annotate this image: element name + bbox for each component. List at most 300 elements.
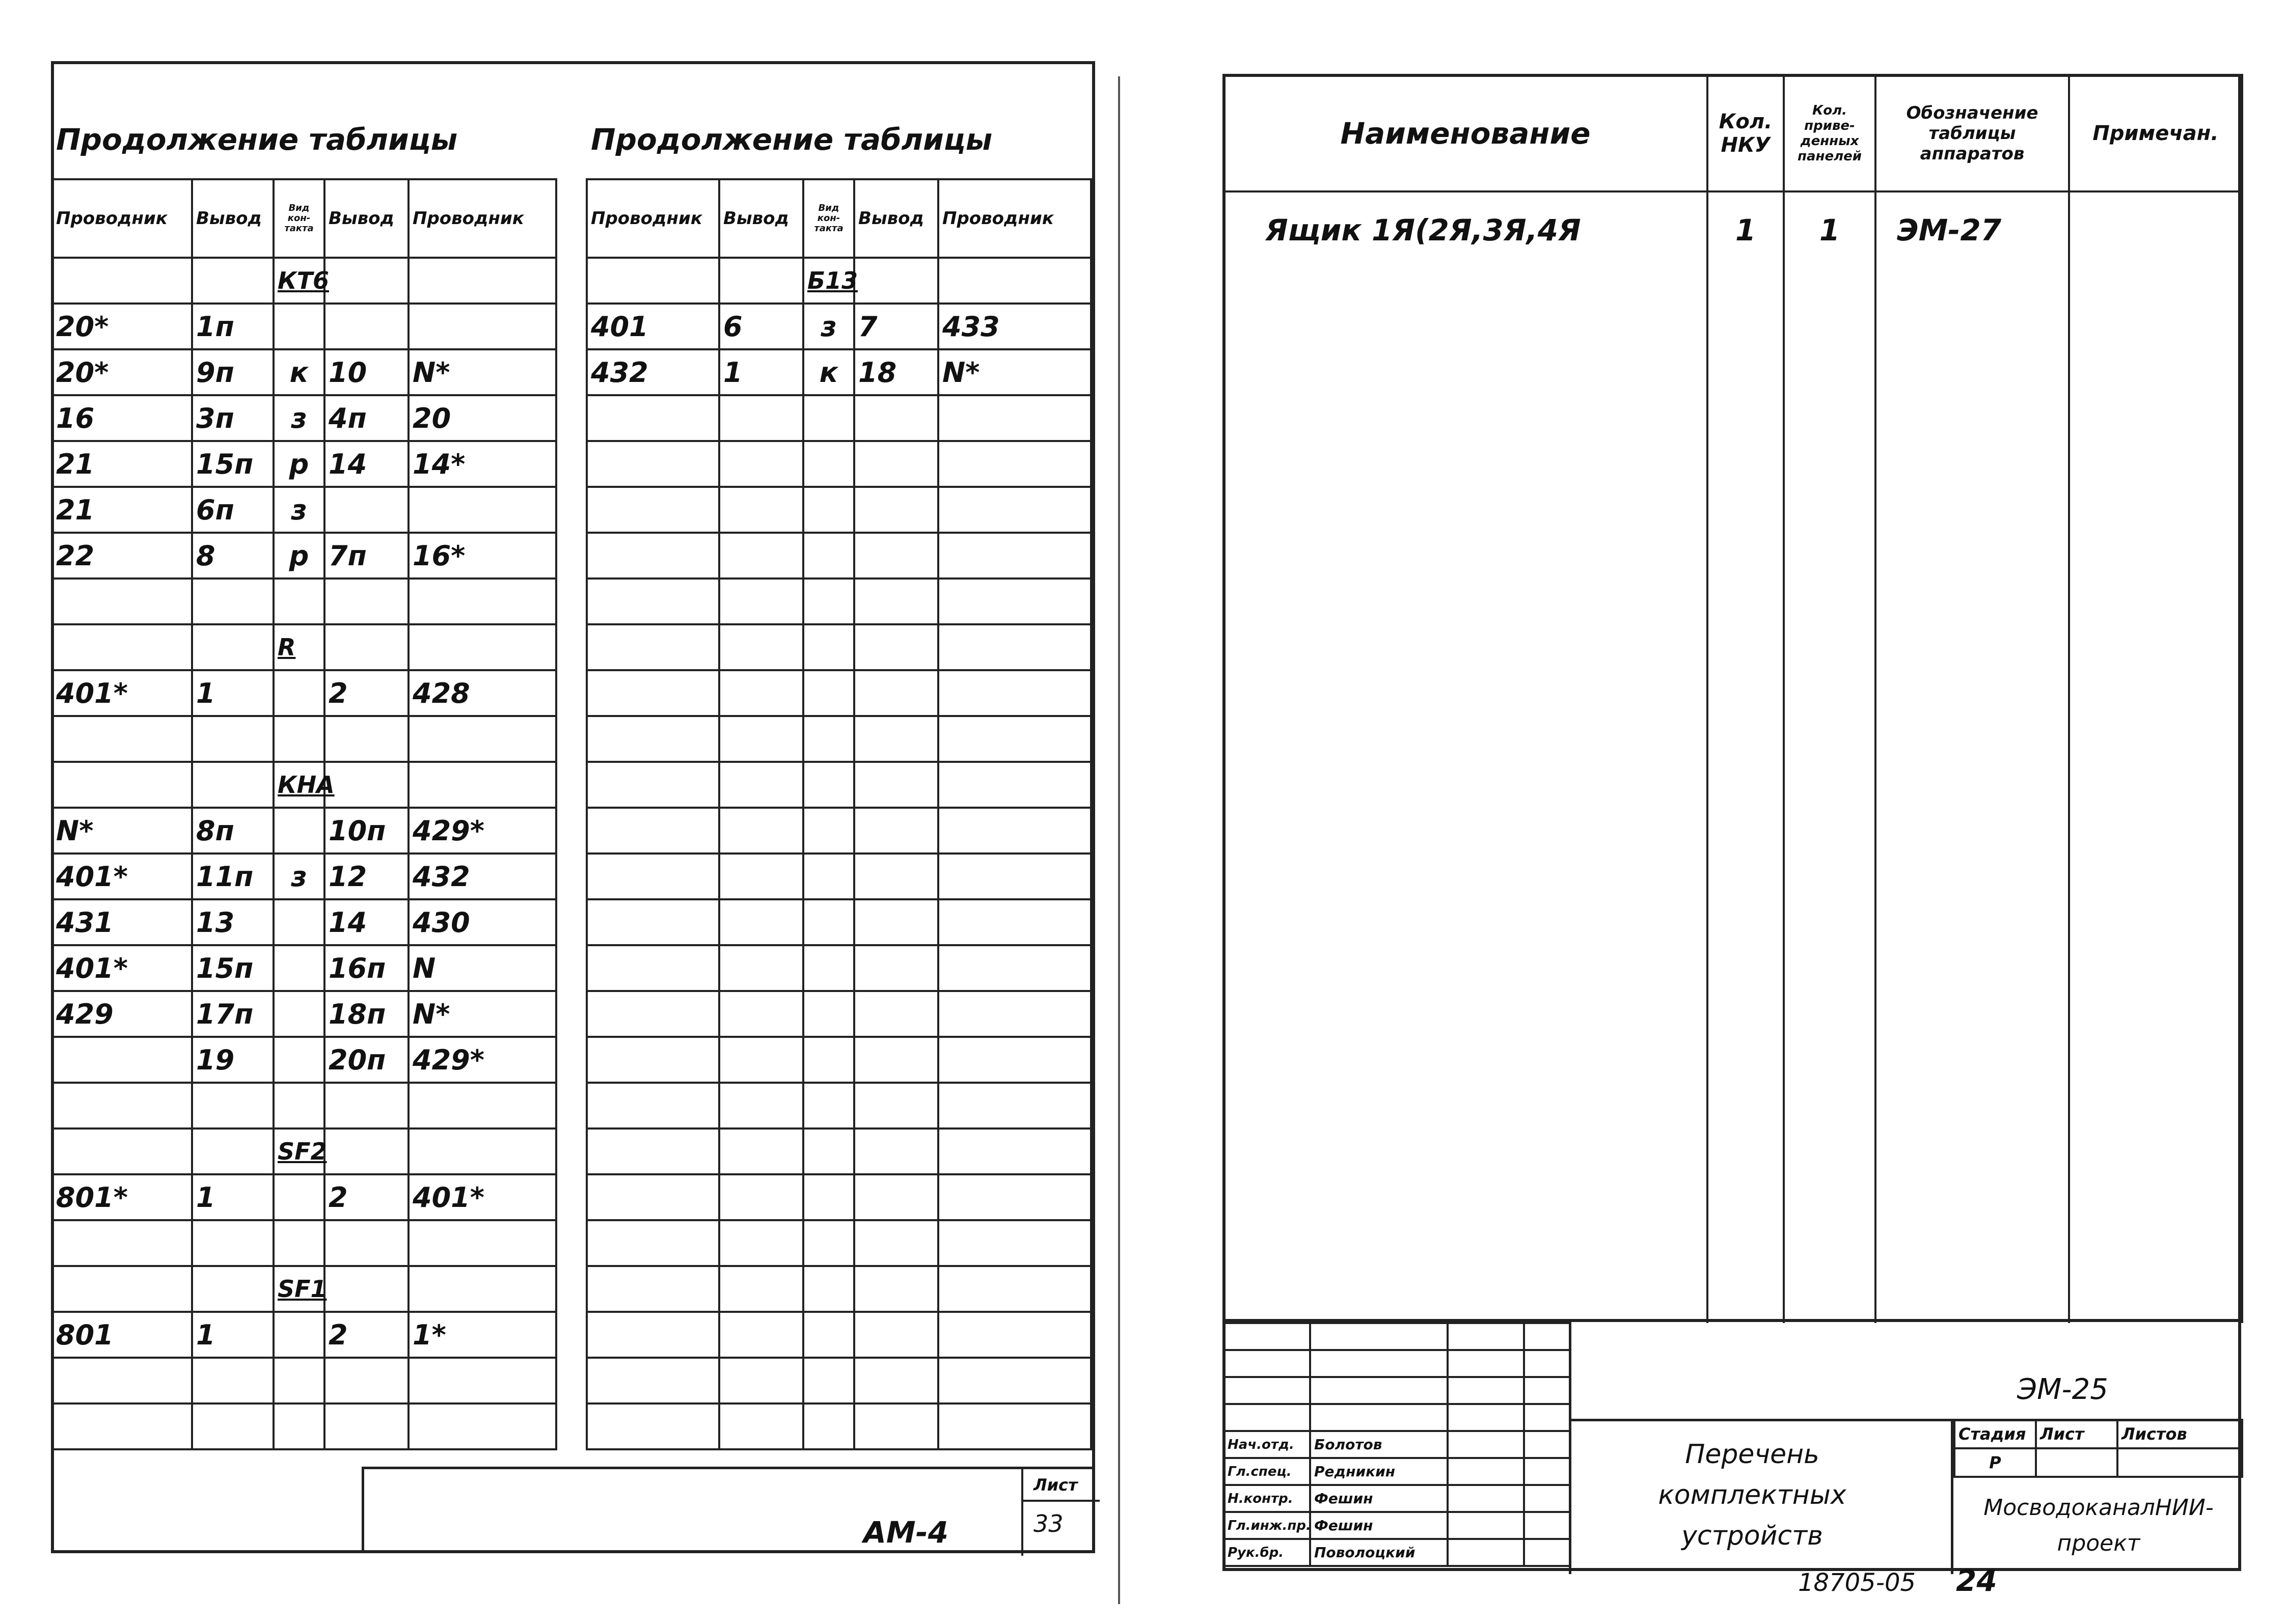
- table-cell: [587, 808, 719, 854]
- table-cell: р: [274, 533, 324, 579]
- signer-role: Нач.отд.: [1223, 1431, 1310, 1458]
- table-row: [52, 808, 556, 854]
- table-cell: [803, 1312, 854, 1358]
- table-cell: [803, 1174, 854, 1220]
- table-cell: [803, 991, 854, 1037]
- table-cell: [52, 1037, 192, 1083]
- header-conductor: Проводник: [938, 179, 1091, 258]
- table-cell: [1524, 1350, 1570, 1377]
- row-designation: ЭМ-27: [1875, 191, 2069, 1323]
- doc-code: ЭМ-25: [2017, 1373, 2108, 1406]
- table-cell: з: [274, 854, 324, 899]
- table-cell: [854, 579, 938, 624]
- table-cell: 11п: [192, 854, 274, 899]
- table-cell: [719, 1037, 803, 1083]
- table-cell: [719, 1403, 803, 1449]
- signer-role: Н.контр.: [1223, 1485, 1310, 1512]
- table-cell: [587, 716, 719, 762]
- table-cell: [719, 1220, 803, 1266]
- table-cell: [192, 1083, 274, 1128]
- table-row: [587, 441, 1091, 487]
- signer-row: [1223, 1539, 1570, 1566]
- table-cell: [719, 1312, 803, 1358]
- table-cell: [274, 1358, 324, 1403]
- table-cell: 10: [324, 349, 409, 395]
- table-row: [587, 1037, 1091, 1083]
- table-b-header-row: [587, 179, 1091, 258]
- table-cell: [938, 1312, 1091, 1358]
- table-cell: [409, 304, 556, 349]
- table-cell: SF1: [274, 1266, 324, 1312]
- header-terminal: Вывод: [719, 179, 803, 258]
- table-cell: [719, 579, 803, 624]
- table-cell: [409, 1220, 556, 1266]
- table-row: [587, 945, 1091, 991]
- table-row: [52, 349, 556, 395]
- table-row: [52, 854, 556, 899]
- table-cell: [938, 533, 1091, 579]
- signer-row: [1223, 1323, 1570, 1350]
- table-cell: р: [274, 441, 324, 487]
- table-cell: 2: [324, 1174, 409, 1220]
- signer-role: Рук.бр.: [1223, 1539, 1310, 1566]
- table-cell: [1310, 1350, 1448, 1377]
- table-row: [52, 899, 556, 945]
- header-terminal: Вывод: [854, 179, 938, 258]
- signer-role: Гл.спец.: [1223, 1458, 1310, 1485]
- table-cell: [803, 1403, 854, 1449]
- left-stamp-code: АМ-4: [863, 1515, 949, 1550]
- header-name: Наименование: [1223, 75, 1707, 191]
- table-cell: [854, 1083, 938, 1128]
- table-cell: [803, 1037, 854, 1083]
- table-cell: [719, 1174, 803, 1220]
- table-row: [52, 533, 556, 579]
- table-row: [587, 991, 1091, 1037]
- table-cell: 14*: [409, 441, 556, 487]
- table-cell: N*: [52, 808, 192, 854]
- table-cell: [1448, 1404, 1524, 1431]
- stage-block: [1951, 1419, 2241, 1574]
- table-cell: [938, 1266, 1091, 1312]
- table-row: [587, 854, 1091, 899]
- table-cell: 18п: [324, 991, 409, 1037]
- sheet-divider-line: [1118, 76, 1120, 1604]
- table-cell: [587, 258, 719, 304]
- table-cell: [52, 579, 192, 624]
- table-cell: [1524, 1323, 1570, 1350]
- table-cell: [938, 991, 1091, 1037]
- table-cell: [324, 304, 409, 349]
- table-cell: [192, 1266, 274, 1312]
- footer-sheet-number: 24: [1956, 1563, 1997, 1598]
- table-cell: [587, 1358, 719, 1403]
- table-cell: 7п: [324, 533, 409, 579]
- table-row: [52, 1037, 556, 1083]
- table-cell: 1п: [192, 304, 274, 349]
- table-cell: [1524, 1458, 1570, 1485]
- table-cell: [1524, 1431, 1570, 1458]
- table-cell: [854, 945, 938, 991]
- table-cell: 429*: [409, 1037, 556, 1083]
- table-a-title: Продолжение таблицы: [56, 122, 458, 157]
- table-cell: [803, 487, 854, 533]
- table-row: [52, 1312, 556, 1358]
- table-cell: [192, 1220, 274, 1266]
- table-cell: [938, 945, 1091, 991]
- table-cell: [1524, 1377, 1570, 1404]
- table-cell: [854, 762, 938, 808]
- table-row: [52, 1083, 556, 1128]
- table-cell: [854, 1174, 938, 1220]
- table-cell: [324, 1220, 409, 1266]
- table-cell: [938, 1174, 1091, 1220]
- table-cell: N*: [409, 349, 556, 395]
- table-cell: [1448, 1377, 1524, 1404]
- table-cell: [192, 1358, 274, 1403]
- table-cell: [409, 1266, 556, 1312]
- table-cell: [1223, 1404, 1310, 1431]
- table-cell: [803, 670, 854, 716]
- table-row: [587, 304, 1091, 349]
- doc-title-line: комплектных: [1658, 1480, 1846, 1510]
- table-cell: [803, 579, 854, 624]
- table-cell: [854, 441, 938, 487]
- table-cell: [719, 991, 803, 1037]
- table-cell: [854, 716, 938, 762]
- table-row: [52, 670, 556, 716]
- signer-name: Редникин: [1310, 1458, 1448, 1485]
- table-cell: [587, 1220, 719, 1266]
- signer-row: [1223, 1404, 1570, 1431]
- table-cell: [587, 1266, 719, 1312]
- table-cell: [854, 624, 938, 670]
- table-cell: 433: [938, 304, 1091, 349]
- table-row: [587, 1128, 1091, 1174]
- table-cell: [587, 1312, 719, 1358]
- table-row: [52, 579, 556, 624]
- table-cell: [274, 1083, 324, 1128]
- header-terminal: Вывод: [192, 179, 274, 258]
- table-cell: [803, 1266, 854, 1312]
- table-cell: [192, 1128, 274, 1174]
- table-cell: [1524, 1539, 1570, 1566]
- table-cell: 14: [324, 899, 409, 945]
- table-row: [52, 441, 556, 487]
- table-cell: R: [274, 624, 324, 670]
- sheets-value: [2117, 1448, 2242, 1477]
- table-cell: [803, 945, 854, 991]
- table-row: [52, 304, 556, 349]
- table-cell: [409, 258, 556, 304]
- table-cell: [719, 395, 803, 441]
- table-cell: [854, 899, 938, 945]
- table-cell: [324, 579, 409, 624]
- table-cell: SF2: [274, 1128, 324, 1174]
- table-cell: [1223, 1350, 1310, 1377]
- table-cell: [274, 1174, 324, 1220]
- doc-title-line: устройств: [1681, 1521, 1823, 1551]
- table-cell: [587, 991, 719, 1037]
- signer-name: Поволоцкий: [1310, 1539, 1448, 1566]
- signer-row: [1223, 1458, 1570, 1485]
- table-cell: [52, 1220, 192, 1266]
- table-cell: 21: [52, 441, 192, 487]
- signature: [1448, 1431, 1524, 1458]
- table-cell: 13: [192, 899, 274, 945]
- header-qty-nku: Кол. НКУ: [1707, 75, 1784, 191]
- table-cell: [854, 1037, 938, 1083]
- table-cell: [938, 579, 1091, 624]
- table-cell: [1310, 1404, 1448, 1431]
- table-cell: 19: [192, 1037, 274, 1083]
- table-cell: 21: [52, 487, 192, 533]
- stage-table: [1953, 1419, 2243, 1478]
- table-cell: [854, 1266, 938, 1312]
- table-cell: [587, 441, 719, 487]
- table-cell: [52, 1358, 192, 1403]
- table-cell: [587, 899, 719, 945]
- table-cell: 20*: [52, 304, 192, 349]
- table-cell: [938, 1128, 1091, 1174]
- table-cell: 401: [587, 304, 719, 349]
- table-cell: 1: [192, 1312, 274, 1358]
- table-cell: к: [803, 349, 854, 395]
- table-cell: [803, 762, 854, 808]
- header-conductor: Проводник: [52, 179, 192, 258]
- table-cell: [324, 1358, 409, 1403]
- table-cell: [938, 441, 1091, 487]
- signer-row: [1223, 1512, 1570, 1539]
- table-cell: [854, 1312, 938, 1358]
- table-cell: [324, 762, 409, 808]
- signer-row: [1223, 1377, 1570, 1404]
- row-note: [2069, 191, 2242, 1323]
- table-cell: Б13: [803, 258, 854, 304]
- table-cell: 20п: [324, 1037, 409, 1083]
- table-cell: [409, 1403, 556, 1449]
- table-cell: [938, 716, 1091, 762]
- table-cell: 428: [409, 670, 556, 716]
- table-cell: 401*: [52, 670, 192, 716]
- table-cell: 431: [52, 899, 192, 945]
- table-cell: [52, 762, 192, 808]
- table-row: [587, 395, 1091, 441]
- table-cell: [1223, 1323, 1310, 1350]
- stage-value-row: [1954, 1448, 2242, 1477]
- table-cell: КТ6: [274, 258, 324, 304]
- table-cell: [854, 1358, 938, 1403]
- table-cell: [587, 533, 719, 579]
- table-cell: [803, 441, 854, 487]
- table-cell: [409, 1358, 556, 1403]
- table-cell: 801*: [52, 1174, 192, 1220]
- table-cell: 16п: [324, 945, 409, 991]
- table-cell: [719, 716, 803, 762]
- organization-line: проект: [2057, 1530, 2140, 1556]
- table-cell: 12: [324, 854, 409, 899]
- table-row: [52, 395, 556, 441]
- table-cell: [409, 487, 556, 533]
- signer-role: Гл.инж.пр.: [1223, 1512, 1310, 1539]
- table-cell: з: [274, 487, 324, 533]
- table-cell: [854, 1220, 938, 1266]
- signature: [1448, 1485, 1524, 1512]
- table-cell: [938, 854, 1091, 899]
- table-cell: [587, 579, 719, 624]
- table-cell: [719, 1266, 803, 1312]
- signers-table: [1222, 1322, 1571, 1567]
- table-cell: [938, 395, 1091, 441]
- table-cell: [192, 1403, 274, 1449]
- table-cell: [854, 487, 938, 533]
- header-conductor: Проводник: [409, 179, 556, 258]
- table-row: [587, 258, 1091, 304]
- table-cell: [409, 762, 556, 808]
- header-designation: Обозначение таблицы аппаратов: [1875, 75, 2069, 191]
- right-table: [1222, 74, 2243, 1323]
- signer-name: Фешин: [1310, 1485, 1448, 1512]
- table-row: [587, 1083, 1091, 1128]
- doc-title-line: Перечень: [1685, 1439, 1819, 1470]
- table-cell: 18: [854, 349, 938, 395]
- table-cell: [854, 395, 938, 441]
- table-cell: [803, 854, 854, 899]
- table-cell: 16*: [409, 533, 556, 579]
- table-cell: КНА: [274, 762, 324, 808]
- table-cell: N: [409, 945, 556, 991]
- table-cell: [719, 258, 803, 304]
- table-row: [52, 1128, 556, 1174]
- table-cell: 17п: [192, 991, 274, 1037]
- table-cell: [854, 1128, 938, 1174]
- table-cell: [324, 624, 409, 670]
- table-cell: [192, 624, 274, 670]
- table-cell: N*: [938, 349, 1091, 395]
- table-row: [587, 579, 1091, 624]
- table-cell: 801: [52, 1312, 192, 1358]
- table-cell: [719, 1358, 803, 1403]
- table-cell: N*: [409, 991, 556, 1037]
- table-cell: [854, 533, 938, 579]
- table-row: [587, 899, 1091, 945]
- table-cell: [324, 1266, 409, 1312]
- table-cell: [719, 533, 803, 579]
- table-cell: [803, 624, 854, 670]
- right-table-header-row: [1223, 75, 2242, 191]
- table-cell: [192, 258, 274, 304]
- table-cell: [274, 1403, 324, 1449]
- table-cell: [587, 945, 719, 991]
- table-cell: 1*: [409, 1312, 556, 1358]
- archive-number: 18705-05: [1798, 1568, 1916, 1597]
- left-stamp-sheet-number: 33: [1033, 1510, 1064, 1537]
- table-cell: [587, 395, 719, 441]
- table-cell: [854, 258, 938, 304]
- table-cell: 429*: [409, 808, 556, 854]
- table-cell: [192, 579, 274, 624]
- table-cell: 430: [409, 899, 556, 945]
- table-cell: [803, 395, 854, 441]
- table-cell: [803, 899, 854, 945]
- table-row: [587, 624, 1091, 670]
- table-row: [587, 762, 1091, 808]
- sheet-label: Лист: [2036, 1420, 2117, 1448]
- table-cell: [803, 1083, 854, 1128]
- table-cell: [324, 716, 409, 762]
- table-b: [586, 178, 1092, 1450]
- title-block-vline: [1569, 1322, 1571, 1574]
- title-block: [1222, 1319, 2241, 1571]
- table-row: [587, 487, 1091, 533]
- table-cell: [324, 1083, 409, 1128]
- table-cell: 1: [192, 1174, 274, 1220]
- organization: [1958, 1490, 2239, 1561]
- table-cell: [274, 1037, 324, 1083]
- table-cell: [719, 441, 803, 487]
- table-row: [52, 624, 556, 670]
- table-cell: [324, 1128, 409, 1174]
- table-row: [587, 808, 1091, 854]
- table-cell: [324, 258, 409, 304]
- table-row: [587, 1174, 1091, 1220]
- table-cell: к: [274, 349, 324, 395]
- table-cell: [274, 991, 324, 1037]
- table-cell: 401*: [409, 1174, 556, 1220]
- table-cell: [803, 1358, 854, 1403]
- stage-label-row: [1954, 1420, 2242, 1448]
- table-row: [52, 1403, 556, 1449]
- table-cell: [52, 716, 192, 762]
- table-row: [52, 1220, 556, 1266]
- table-cell: 1: [719, 349, 803, 395]
- table-cell: [192, 762, 274, 808]
- table-cell: [938, 1403, 1091, 1449]
- left-stamp-sheet-box: [1021, 1469, 1100, 1556]
- table-cell: [1448, 1323, 1524, 1350]
- table-cell: [587, 1037, 719, 1083]
- table-cell: [409, 624, 556, 670]
- left-stamp-sheet-label: Лист: [1033, 1475, 1078, 1495]
- table-cell: [587, 1083, 719, 1128]
- table-cell: 14: [324, 441, 409, 487]
- table-cell: [719, 854, 803, 899]
- left-stamp-divider: [1023, 1500, 1100, 1502]
- signature: [1448, 1512, 1524, 1539]
- header-qty-panels: Кол. приве-денных панелей: [1784, 75, 1875, 191]
- table-cell: [938, 1083, 1091, 1128]
- table-cell: з: [803, 304, 854, 349]
- table-cell: 432: [587, 349, 719, 395]
- signer-row: [1223, 1485, 1570, 1512]
- table-row: [587, 1266, 1091, 1312]
- header-contact-type: Вид кон-такта: [803, 179, 854, 258]
- header-terminal: Вывод: [324, 179, 409, 258]
- table-cell: [274, 1312, 324, 1358]
- table-cell: [52, 624, 192, 670]
- sheet-value: [2036, 1448, 2117, 1477]
- signer-row: [1223, 1431, 1570, 1458]
- left-stamp: [362, 1467, 1095, 1553]
- table-row: [587, 670, 1091, 716]
- table-cell: 6: [719, 304, 803, 349]
- table-cell: [274, 716, 324, 762]
- table-cell: [587, 624, 719, 670]
- table-cell: [854, 670, 938, 716]
- table-b-title: Продолжение таблицы: [591, 122, 993, 157]
- stage-label: Стадия: [1954, 1420, 2036, 1448]
- table-cell: 3п: [192, 395, 274, 441]
